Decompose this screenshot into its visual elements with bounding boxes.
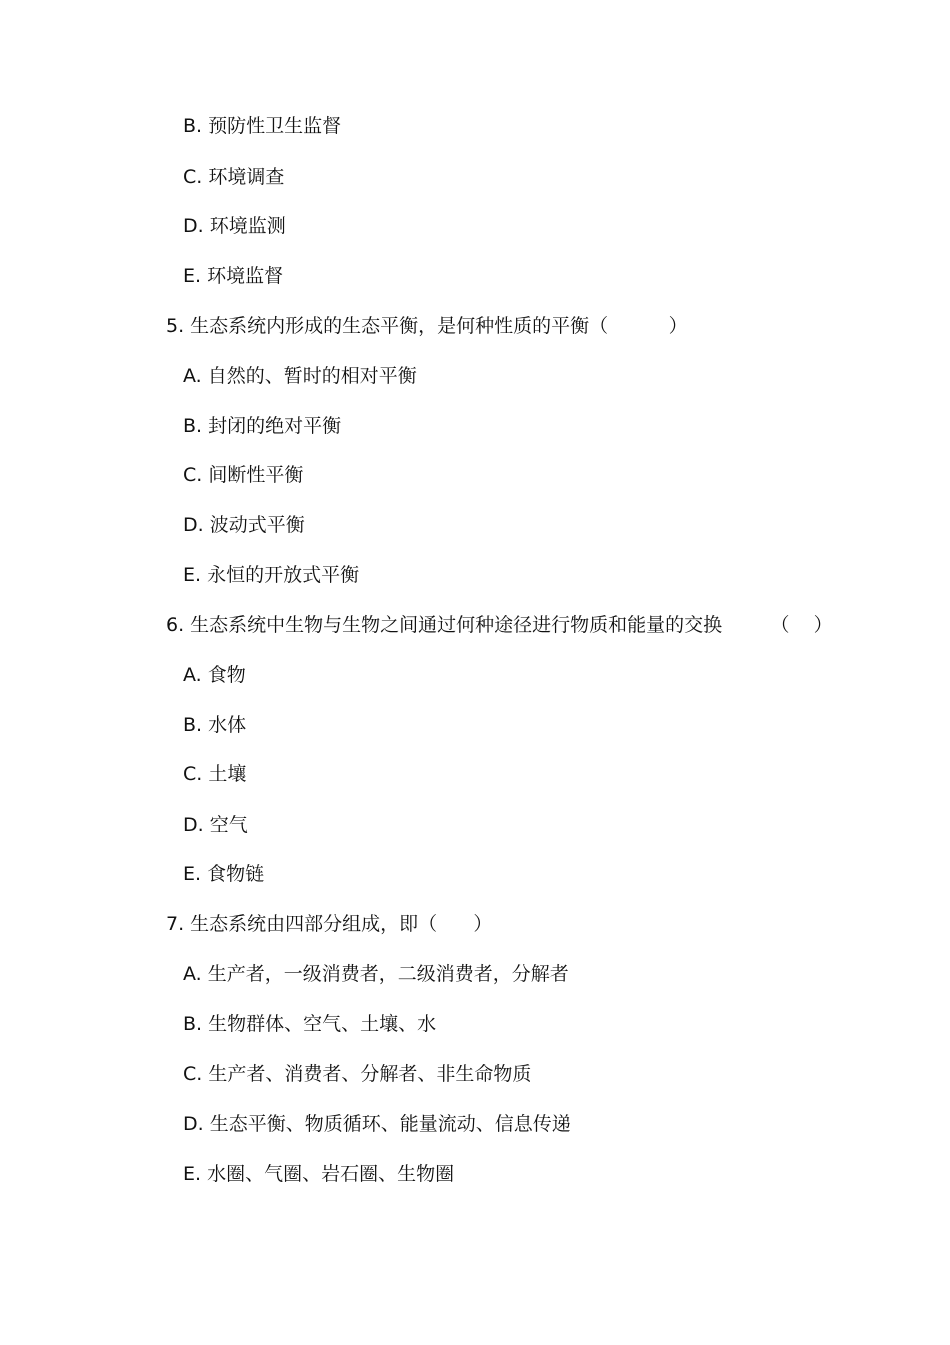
q5-option-a: A. 自然的、暂时的相对平衡: [183, 365, 417, 387]
question-6: 6. 生态系统中生物与生物之间通过何种途径进行物质和能量的交换 （ ）: [166, 614, 833, 636]
q5-option-d: D. 波动式平衡: [183, 514, 305, 536]
q4-option-e: E. 环境监督: [183, 265, 284, 287]
q5-option-e: E. 永恒的开放式平衡: [183, 564, 360, 586]
q4-option-b: B. 预防性卫生监督: [183, 115, 342, 137]
q6-option-b: B. 水体: [183, 714, 247, 736]
q4-option-c: C. 环境调查: [183, 166, 285, 188]
q4-option-d: D. 环境监测: [183, 215, 286, 237]
q6-option-e: E. 食物链: [183, 863, 265, 885]
q5-option-b: B. 封闭的绝对平衡: [183, 415, 342, 437]
q5-option-c: C. 间断性平衡: [183, 464, 304, 486]
q7-option-a: A. 生产者，一级消费者，二级消费者，分解者: [183, 963, 569, 985]
q6-option-c: C. 土壤: [183, 763, 247, 785]
question-5: 5. 生态系统内形成的生态平衡，是何种性质的平衡（ ）: [166, 315, 688, 337]
q6-option-a: A. 食物: [183, 664, 246, 686]
question-7: 7. 生态系统由四部分组成，即（ ）: [166, 913, 493, 935]
q7-option-c: C. 生产者、消费者、分解者、非生命物质: [183, 1063, 532, 1085]
q6-option-d: D. 空气: [183, 814, 248, 836]
q7-option-b: B. 生物群体、空气、土壤、水: [183, 1013, 437, 1035]
q7-option-e: E. 水圈、气圈、岩石圈、生物圈: [183, 1163, 455, 1185]
q7-option-d: D. 生态平衡、物质循环、能量流动、信息传递: [183, 1113, 571, 1135]
